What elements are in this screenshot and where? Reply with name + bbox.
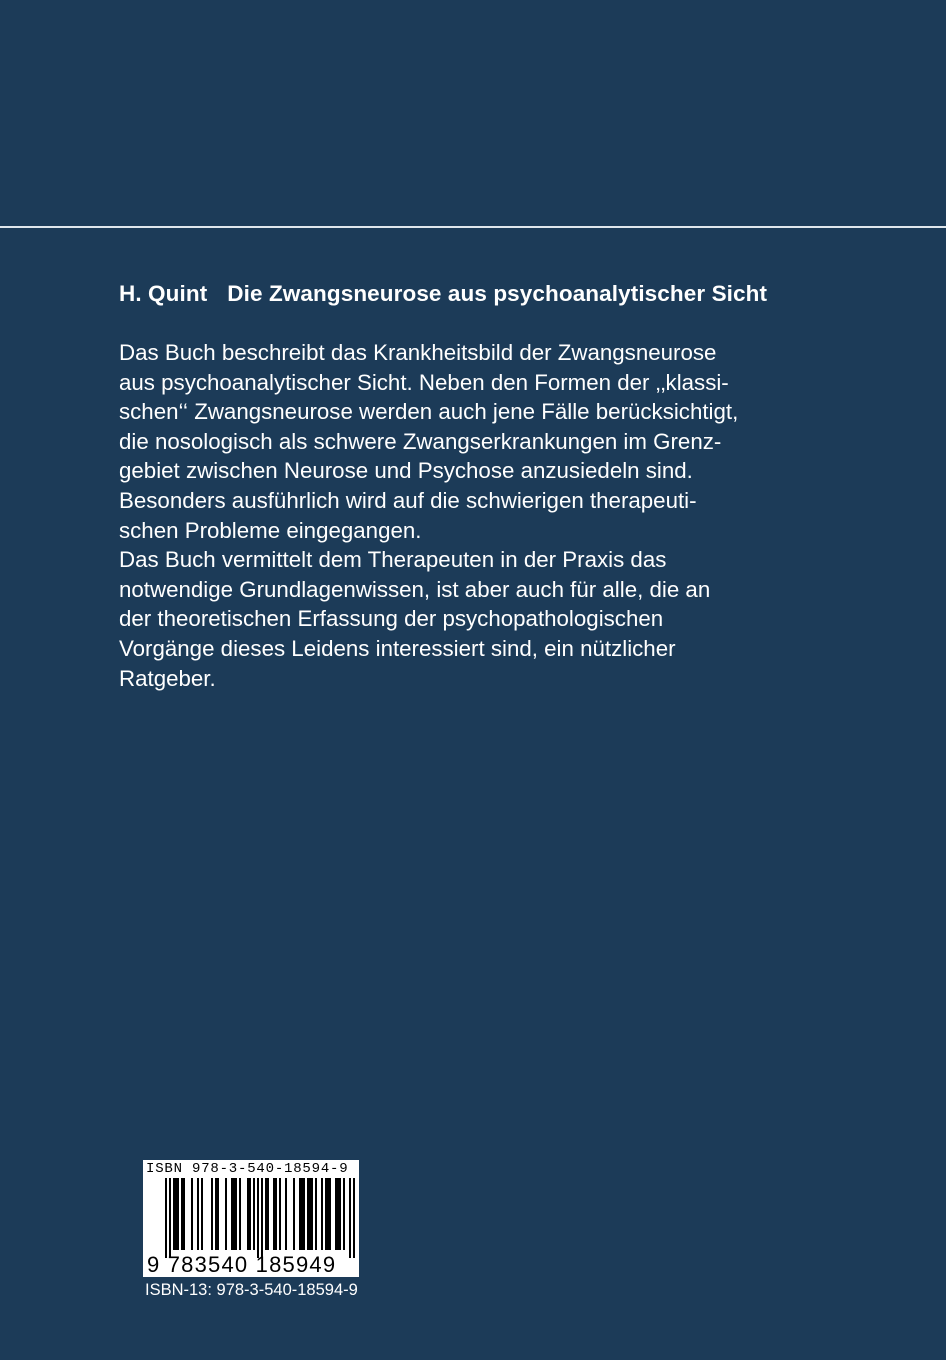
- barcode-bar: [293, 1178, 295, 1250]
- barcode-bar: [215, 1178, 217, 1250]
- barcode-bar: [191, 1178, 193, 1250]
- book-heading: [119, 279, 767, 309]
- blurb-line: aus psychoanalytischer Sicht. Neben den Formen der ‚‚klassi-: [119, 369, 729, 395]
- blurb-line: Das Buch vermittelt dem Therapeuten in der Praxis das: [119, 547, 667, 573]
- barcode-block: [143, 1160, 359, 1277]
- barcode-isbn-label: ISBN 978-3-540-18594-9: [146, 1161, 349, 1177]
- barcode-bar: [177, 1178, 179, 1250]
- barcode-bar: [301, 1178, 303, 1250]
- barcode-bar: [247, 1178, 249, 1250]
- barcode-bar: [327, 1178, 329, 1250]
- author-name: H. Quint: [119, 281, 208, 306]
- barcode-bar: [325, 1178, 327, 1250]
- barcode-guard-bar: [165, 1178, 167, 1258]
- barcode-bar: [175, 1178, 177, 1250]
- barcode-bar: [231, 1178, 233, 1250]
- barcode-bar: [335, 1178, 337, 1250]
- barcode-bar: [211, 1178, 213, 1250]
- barcode-bar: [273, 1178, 275, 1250]
- barcode-bar: [201, 1178, 203, 1250]
- barcode-bar: [253, 1178, 255, 1250]
- blurb-line: Besonders ausführlich wird auf die schwierigen therapeuti-: [119, 487, 697, 513]
- barcode-bar: [307, 1178, 309, 1250]
- barcode-bar: [173, 1178, 175, 1250]
- barcode-bar: [233, 1178, 235, 1250]
- blurb-line: schen Probleme eingegangen.: [119, 517, 422, 543]
- blurb-line: Das Buch beschreibt das Krankheitsbild der Zwangsneurose: [119, 340, 717, 365]
- blurb-line: gebiet zwischen Neurose und Psychose anzusiedeln sind.: [119, 458, 693, 484]
- barcode-bar: [343, 1178, 345, 1250]
- barcode-bar: [197, 1178, 199, 1250]
- isbn-13-label: ISBN-13: 978-3-540-18594-9: [145, 1281, 358, 1299]
- barcode-bar: [321, 1178, 323, 1250]
- blurb-line: der theoretischen Erfassung der psychopathologischen: [119, 606, 664, 632]
- barcode-bar: [267, 1178, 269, 1250]
- blurb-line: schen‘‘ Zwangsneurose werden auch jene Fälle berücksichtigt,: [119, 399, 739, 425]
- barcode-digits: 9 783540 185949: [147, 1252, 337, 1277]
- barcode-bar: [339, 1178, 341, 1250]
- blurb-text: [119, 338, 759, 693]
- blurb-line: die nosologisch als schwere Zwangserkrankungen im Grenz-: [119, 428, 722, 454]
- barcode-bar: [329, 1178, 331, 1250]
- barcode-bar: [311, 1178, 313, 1250]
- barcode-bar: [285, 1178, 287, 1250]
- barcode-bar: [315, 1178, 317, 1250]
- barcode-guard-bar: [257, 1178, 259, 1258]
- barcode-bar: [183, 1178, 185, 1250]
- barcode-bar: [249, 1178, 251, 1250]
- barcode-bar: [265, 1178, 267, 1250]
- barcode-bar: [337, 1178, 339, 1250]
- barcode-bar: [275, 1178, 277, 1250]
- book-title: Die Zwangsneurose aus psychoanalytischer Sicht: [227, 281, 768, 306]
- barcode-guard-bar: [169, 1178, 171, 1258]
- barcode-guard-bar: [353, 1178, 355, 1258]
- blurb-line: Ratgeber.: [119, 665, 216, 691]
- barcode-bar: [225, 1178, 227, 1250]
- blurb-line: Vorgänge dieses Leidens interessiert sind, ein nützlicher: [119, 635, 676, 661]
- blurb-line: notwendige Grundlagenwissen, ist aber auch für alle, die an: [119, 576, 711, 602]
- barcode-bar: [299, 1178, 301, 1250]
- barcode-bar: [181, 1178, 183, 1250]
- barcode-bar: [217, 1178, 219, 1250]
- barcode-bar: [239, 1178, 241, 1250]
- barcode-bar: [279, 1178, 281, 1250]
- horizontal-divider: [0, 226, 946, 228]
- barcode-bar: [303, 1178, 305, 1250]
- barcode-bar: [235, 1178, 237, 1250]
- barcode-bar: [309, 1178, 311, 1250]
- barcode-guard-bar: [261, 1178, 263, 1258]
- barcode-guard-bar: [349, 1178, 351, 1258]
